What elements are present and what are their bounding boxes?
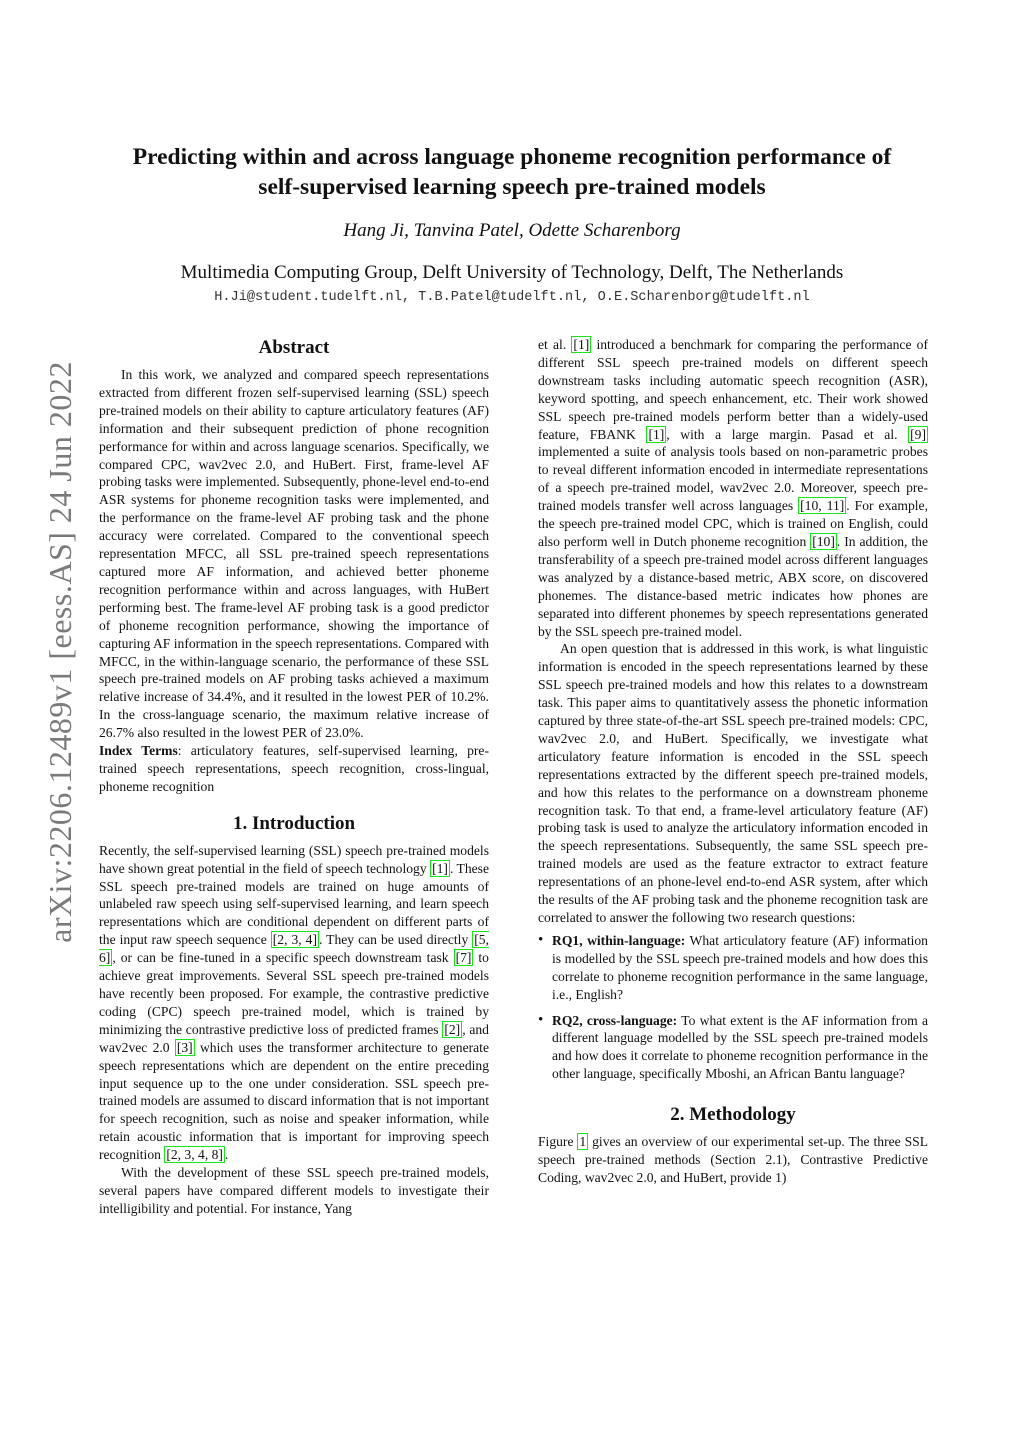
intro-paragraph-2: With the development of these SSL speech pre-trained models, several papers have compared different models to investigate their intelligibility and potential. For instance, Yang (99, 1165, 489, 1216)
citation-link[interactable]: [9] (910, 426, 926, 442)
intro-text: et al. (538, 337, 572, 352)
rq2-text: To what extent is the AF information from a different language modelled by the SSL speech pre-trained models and how does it correlate to phoneme recognition performance in the other language, specifically Mboshi, an African Bantu language? (552, 1012, 928, 1082)
intro-text: . These SSL speech pre-trained models are trained on huge amounts of unlabeled raw speech using self-supervised learning, and learn speech representations which are conditional dependent on different parts of the input raw speech sequence (99, 860, 489, 948)
research-question-1 (552, 932, 928, 1004)
citation-link[interactable]: [10, 11] (800, 498, 845, 514)
paper-title (96, 142, 928, 202)
intro-text: which uses the transformer architecture to generate speech representations which are dependent on the entire preceding input sequence up to the one under consideration. SSL speech pre-trained models are assumed to discard information that is not important for speech recognition, such as noise and speaker information, while retain acoustic information that is important for improving speech recognition (99, 1039, 489, 1163)
emails: H.Ji@student.tudelft.nl, T.B.Patel@tudelft.nl, O.E.Scharenborg@tudelft.nl (214, 290, 810, 305)
title-line-2: self-supervised learning speech pre-trained models (258, 174, 766, 200)
citation-link[interactable]: [3] (176, 1039, 193, 1055)
methodology-text: Figure (538, 1134, 578, 1150)
citation-link[interactable]: [2, 3, 4, 8] (166, 1147, 223, 1163)
intro-text: , with a large margin. Pasad et al. (666, 426, 909, 442)
introduction-heading: 1. Introduction (232, 812, 356, 834)
rq1-text: What articulatory feature (AF) information is modelled by the SSL speech pre-trained models and how does this correlate to phoneme recognition performance in the same language, i.e., English? (552, 932, 928, 1002)
citation-link[interactable]: [2] (444, 1021, 461, 1037)
intro-text: . They can be used directly (319, 932, 473, 948)
intro-paragraph-3: An open question that is addressed in this work, is what linguistic information is encoded in the speech representations learned by these SSL speech pre-trained models and how this relates to a downstream task. This paper aims to quantitatively assess the phonetic information captured by three state-of-the-art SSL speech pre-trained models: CPC, wav2vec 2.0, and HuBert. Specifically, we investigate what articulatory feature information is encoded in the SSL speech representations extracted by the different speech pre-trained models, and how this relates to the performance on a downstream phoneme recognition task. To that end, a frame-level articulatory feature (AF) probing task is used to analyze the articulatory information encoded in the speech representations. Subsequently, the same SSL speech pre-trained models are used as the feature extractor to extract feature representations of an phone-level end-to-end ASR system, after which the results of the AF probing task and the phoneme recognition task are correlated to answer the following two research questions: (538, 641, 928, 925)
research-questions (538, 932, 928, 1083)
figure-link[interactable]: 1 (579, 1134, 587, 1150)
methodology-text: gives an overview of our experimental set-up. The three SSL speech pre-trained methods (Section 2.1), Contrastive Predictive Coding, wav2vec 2.0, and HuBert, provide 1) (538, 1134, 929, 1185)
citation-link[interactable]: [5, 6] (99, 932, 489, 966)
intro-text: introduced a benchmark for comparing the performance of different SSL speech pre-trained models on different speech downstream tasks including automatic speech recognition (ASR), keyword spotting, and speech enhancement, etc. Their work showed SSL speech pre-trained models perform better than a widely-used feature, FBANK (538, 337, 928, 442)
right-column (538, 336, 928, 1187)
citation-link[interactable]: [10] (812, 533, 835, 549)
index-terms (99, 742, 489, 796)
intro-paragraph-2-continued (538, 336, 928, 640)
affiliation: Multimedia Computing Group, Delft University of Technology, Delft, The Netherlands (180, 262, 844, 283)
index-terms-label: Index Terms (99, 743, 178, 759)
rq1-label: RQ1, within-language: (552, 932, 686, 948)
intro-text: . (224, 1147, 229, 1163)
intro-text: to achieve great improvements. Several SSL speech pre-trained models have recently been proposed. For example, the contrastive predictive coding (CPC) speech pre-trained model, which is trained by minimizing the contrastive predictive loss of predicted frames (99, 950, 489, 1037)
methodology-heading: 2. Methodology (670, 1104, 796, 1126)
citation-link[interactable]: [7] (455, 950, 472, 966)
arxiv-stamp: arXiv:2206.12489v1 [eess.AS] 24 Jun 2022 (42, 361, 78, 943)
citation-link[interactable]: [1] (573, 337, 590, 352)
research-question-2 (552, 1012, 928, 1084)
rq2-label: RQ2, cross-language: (552, 1012, 678, 1028)
methodology-paragraph (538, 1133, 928, 1187)
abstract-heading: Abstract (258, 337, 330, 358)
abstract-text: In this work, we analyzed and compared speech representations extracted from different frozen self-supervised learning (SSL) speech pre-trained models on their ability to capture articulatory features (AF) information and their subsequent prediction of phone recognition performance for within and across language scenarios. Specifically, we compared CPC, wav2vec 2.0, and HuBert. First, frame-level AF probing tasks were implemented. Subsequently, phone-level end-to-end ASR systems for phoneme recognition tasks were implemented, and the performance on the frame-level AF probing task and the phone accuracy were correlated. Compared to the conventional speech representation MFCC, all SSL pre-trained speech representations captured more AF information, and achieved better phoneme recognition performance within and across languages, with HuBert performing best. The frame-level AF probing task is a good predictor of phoneme recognition performance, showing the importance of capturing AF information in the speech representations. Compared with MFCC, in the within-language scenario, the performance of these SSL speech pre-trained models on AF probing tasks achieved a maximum relative increase of 34.4%, and it resulted in the lowest PER of 10.2%. In the cross-language scenario, the maximum relative increase of 26.7% also resulted in the lowest PER of 23.0%. (99, 367, 489, 741)
intro-text: , or can be fine-tuned in a specific speech downstream task (112, 950, 454, 966)
intro-text: Recently, the self-supervised learning (SSL) speech pre-trained models have shown great potential in the field of speech technology (99, 842, 489, 876)
intro-text: . For example, the speech pre-trained model CPC, which is trained on English, could also perform well in Dutch phoneme recognition (538, 498, 928, 549)
intro-text: , and wav2vec 2.0 (99, 1021, 489, 1055)
citation-link[interactable]: [1] (648, 426, 665, 442)
citation-link[interactable]: [1] (432, 860, 448, 876)
left-column (99, 336, 489, 1218)
citation-link[interactable]: [2, 3, 4] (272, 932, 317, 948)
index-terms-text: : articulatory features, self-supervised learning, pre-trained speech representations, speech recognition, cross-lingual, phoneme recognition (99, 743, 489, 794)
intro-paragraph-1 (99, 842, 489, 1164)
intro-text: . In addition, the transferability of a speech pre-trained model across different languages was analyzed by a distance-based metric, ABX score, on discovered phonemes. The distance-based metric indicates how phones are separated into different phonemes by speech representations generated by the SSL speech pre-trained model. (538, 533, 929, 639)
title-line-1: Predicting within and across language phoneme recognition performance of (132, 144, 892, 170)
authors: Hang Ji, Tanvina Patel, Odette Scharenborg (343, 220, 681, 241)
intro-text: implemented a suite of analysis tools based on non-parametric probes to reveal different information encoded in intermediate representations of a speech pre-trained model, wav2vec 2.0. Moreover, speech pre-trained models transfer well across languages (538, 444, 928, 514)
